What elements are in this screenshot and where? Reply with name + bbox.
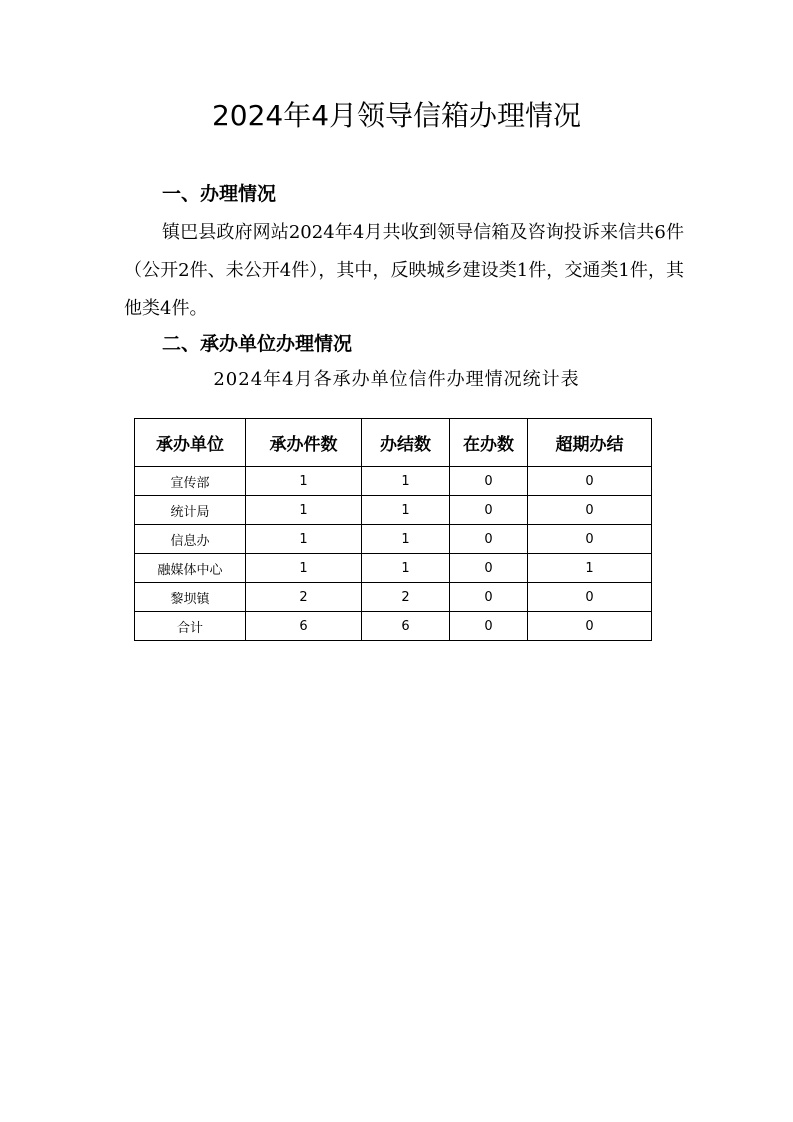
page-title: 2024年4月领导信箱办理情况	[211, 99, 582, 132]
column-header-in-progress: 在办数	[450, 419, 528, 467]
cell-in-progress: 0	[450, 496, 528, 525]
statistics-table	[134, 418, 652, 641]
cell-overdue: 0	[528, 467, 652, 496]
table-caption: 2024年4月各承办单位信件办理情况统计表	[213, 369, 580, 390]
column-header-unit: 承办单位	[135, 419, 246, 467]
cell-in-progress: 0	[450, 525, 528, 554]
table-header-row	[135, 419, 652, 467]
cell-assigned: 6	[246, 612, 362, 641]
cell-completed: 1	[362, 525, 450, 554]
section-heading-units: 二、承办单位办理情况	[162, 333, 353, 355]
cell-unit: 黎坝镇	[135, 583, 246, 612]
cell-assigned: 1	[246, 554, 362, 583]
cell-assigned: 1	[246, 467, 362, 496]
table-row	[135, 525, 652, 554]
column-header-completed: 办结数	[362, 419, 450, 467]
section-heading-handling: 一、办理情况	[162, 183, 277, 205]
column-header-assigned: 承办件数	[246, 419, 362, 467]
cell-overdue: 0	[528, 612, 652, 641]
table-row	[135, 467, 652, 496]
section-body-handling: 镇巴县政府网站2024年4月共收到领导信箱及咨询投诉来信共6件（公开2件、未公开4件），其中，反映城乡建设类1件，交通类1件，其他类4件。	[124, 222, 684, 319]
cell-overdue: 0	[528, 525, 652, 554]
cell-in-progress: 0	[450, 467, 528, 496]
cell-overdue: 0	[528, 583, 652, 612]
cell-unit: 宣传部	[135, 467, 246, 496]
table-row	[135, 496, 652, 525]
cell-unit: 合计	[135, 612, 246, 641]
cell-assigned: 1	[246, 496, 362, 525]
cell-completed: 2	[362, 583, 450, 612]
table-row	[135, 583, 652, 612]
cell-in-progress: 0	[450, 583, 528, 612]
cell-completed: 6	[362, 612, 450, 641]
cell-completed: 1	[362, 554, 450, 583]
cell-in-progress: 0	[450, 554, 528, 583]
table-row	[135, 554, 652, 583]
cell-assigned: 2	[246, 583, 362, 612]
cell-overdue: 0	[528, 496, 652, 525]
cell-unit: 统计局	[135, 496, 246, 525]
cell-unit: 信息办	[135, 525, 246, 554]
cell-in-progress: 0	[450, 612, 528, 641]
cell-unit: 融媒体中心	[135, 554, 246, 583]
table-total-row	[135, 612, 652, 641]
cell-completed: 1	[362, 467, 450, 496]
cell-assigned: 1	[246, 525, 362, 554]
cell-overdue: 1	[528, 554, 652, 583]
cell-completed: 1	[362, 496, 450, 525]
column-header-overdue: 超期办结	[528, 419, 652, 467]
